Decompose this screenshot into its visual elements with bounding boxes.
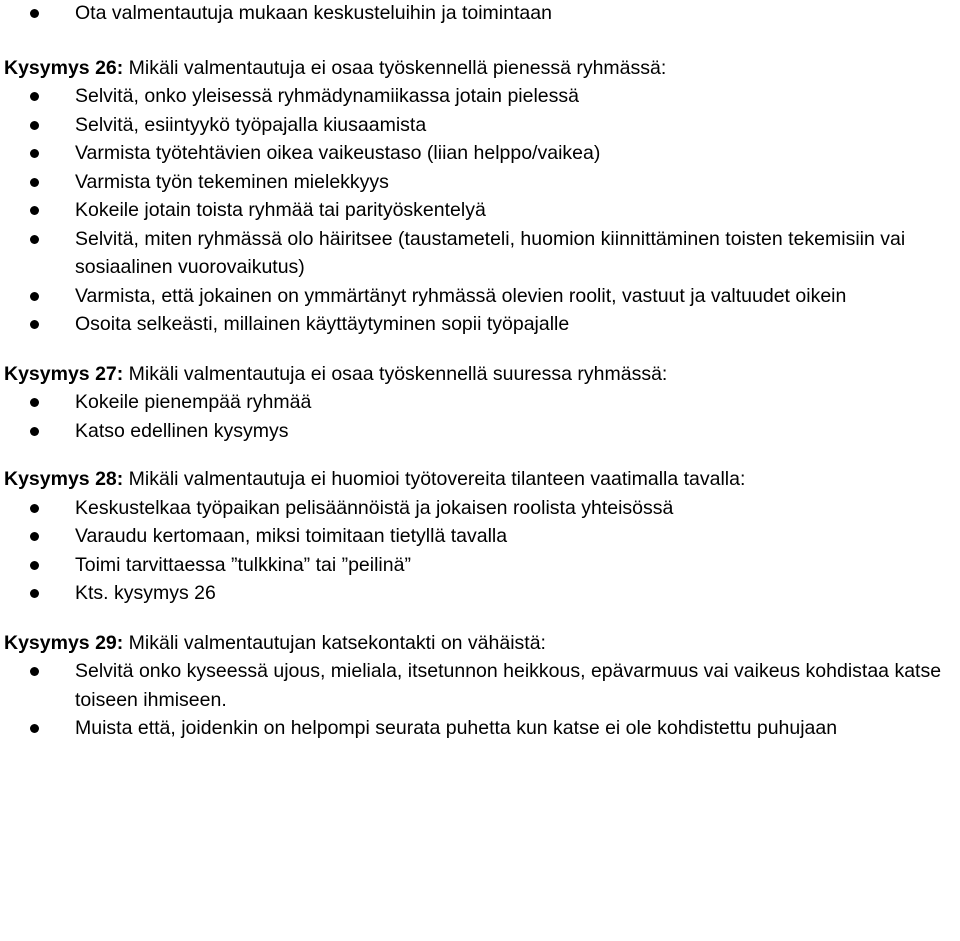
answer-list-29 [0,657,960,743]
question-text: Mikäli valmentautuja ei osaa työskennellä pienessä ryhmässä: [123,56,667,79]
question-text: Mikäli valmentautuja ei huomioi työtovereita tilanteen vaatimalla tavalla: [123,468,746,490]
list-item [0,139,960,168]
list-item-text: Katso edellinen kysymys [75,419,289,442]
bullet-icon [30,206,39,215]
question-label: Kysymys 26: [4,56,124,79]
list-item [0,111,960,140]
bullet-icon [30,292,39,301]
list-item [0,522,960,551]
list-item-text: Kokeile jotain toista ryhmää tai parityöskentelyä [75,199,486,221]
bullet-icon [30,121,39,130]
answer-list-27 [0,388,960,445]
bullet-icon [30,178,39,187]
list-item-text: Varaudu kertomaan, miksi toimitaan tietyllä tavalla [75,525,508,547]
question-label: Kysymys 28: [4,468,124,490]
question-heading-28 [0,465,960,494]
bullet-icon [30,532,39,541]
question-heading-26 [0,54,960,83]
list-item [0,388,960,417]
list-item-text: Kokeile pienempää ryhmää [75,391,312,413]
answer-list-26 [0,82,960,339]
bullet-icon [30,235,39,244]
bullet-icon [30,427,39,436]
bullet-icon [30,504,39,513]
list-item-text: Selvitä, miten ryhmässä olo häiritsee (taustameteli, huomion kiinnittäminen toisten tekemisiin vai sosiaalinen vuorovaikutus) [75,227,906,278]
list-item [0,579,960,608]
question-heading-27 [0,360,960,389]
bullet-icon [30,149,39,158]
list-item [0,196,960,225]
bullet-icon [30,320,39,329]
question-text: Mikäli valmentautuja ei osaa työskennellä suuressa ryhmässä: [123,362,668,385]
list-item-text: Muista että, joidenkin on helpompi seurata puhetta kun katse ei ole kohdistettu puhujaan [75,717,838,739]
list-item-text: Varmista työtehtävien oikea vaikeustaso (liian helppo/vaikea) [75,142,601,164]
question-label: Kysymys 27: [4,362,124,385]
list-item-text: Kts. kysymys 26 [75,582,216,604]
list-item-text: Osoita selkeästi, millainen käyttäytyminen sopii työpajalle [75,313,570,335]
list-item [0,168,960,197]
list-item [0,714,960,743]
list-item [0,225,960,282]
list-item-text: Keskustelkaa työpaikan pelisäännöistä ja jokaisen roolista yhteisössä [75,496,674,519]
list-item-text: Varmista työn tekeminen mielekkyys [75,170,389,193]
list-item [0,657,960,714]
list-item-text: Selvitä, onko yleisessä ryhmädynamiikassa jotain pielessä [75,85,579,107]
list-item [0,417,960,446]
intro-bullet-list [0,0,960,28]
list-item-text: Toimi tarvittaessa ”tulkkina” tai ”peilinä” [75,553,411,576]
bullet-icon [30,398,39,407]
list-item-text: Selvitä, esiintyykö työpajalla kiusaamista [75,113,427,136]
bullet-icon [30,561,39,570]
bullet-icon [30,589,39,598]
bullet-icon [30,92,39,101]
bullet-icon [30,724,39,733]
list-item [0,82,960,111]
bullet-icon [30,667,39,676]
answer-list-28 [0,494,960,608]
list-item [0,551,960,580]
list-item-text: Selvitä onko kyseessä ujous, mieliala, itsetunnon heikkous, epävarmuus vai vaikeus kohdistaa katse toiseen ihmiseen. [75,660,942,711]
list-item [0,0,960,28]
question-heading-29 [0,629,960,658]
question-label: Kysymys 29: [4,631,124,654]
list-item-text: Varmista, että jokainen on ymmärtänyt ryhmässä olevien roolit, vastuut ja valtuudet oikein [75,284,847,307]
question-text: Mikäli valmentautujan katsekontakti on vähäistä: [123,631,546,654]
bullet-icon [30,9,39,18]
list-item [0,494,960,523]
list-item [0,310,960,339]
list-item [0,282,960,311]
list-item-text: Ota valmentautuja mukaan keskusteluihin ja toimintaan [75,2,552,24]
